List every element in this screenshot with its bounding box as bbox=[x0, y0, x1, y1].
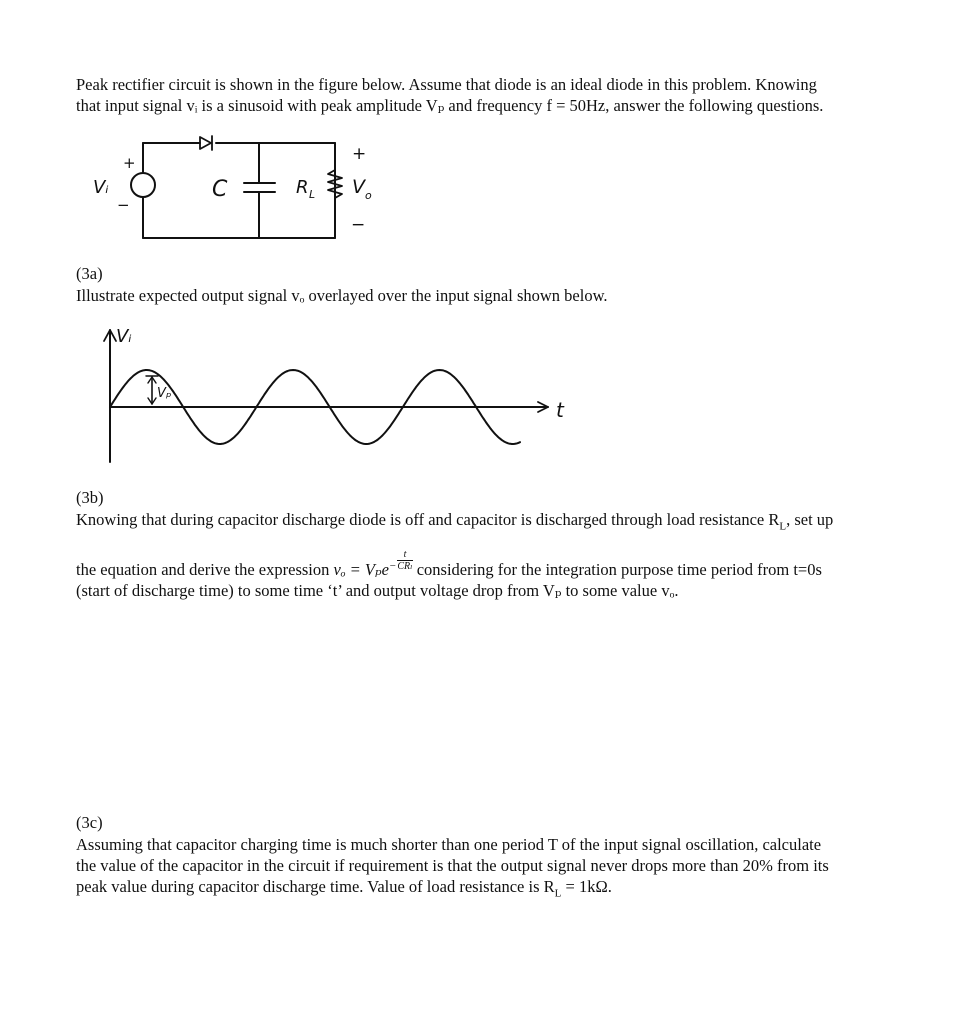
capacitor-label: C bbox=[212, 177, 228, 202]
source-label: Vᵢ bbox=[93, 177, 109, 198]
output-label-sub: o bbox=[365, 189, 372, 202]
equation: vₒ = Vₚe bbox=[333, 560, 389, 580]
part-b-label: (3b) bbox=[76, 488, 104, 507]
output-minus: − bbox=[351, 215, 366, 235]
part-c-line-2: the value of the capacitor in the circuit if requirement is that the output signal never drops more than 20% from its bbox=[76, 856, 829, 875]
part-c-line-1: Assuming that capacitor charging time is much shorter than one period T of the input signal oscillation, calculate bbox=[76, 835, 822, 854]
source-minus: − bbox=[117, 196, 130, 214]
part-b-line-2: the equation and derive the expression vₒ = Vₚe− $\frac{t}{\text{CRₗ}}$ considering for the integration purpose time period from t=0s bbox=[76, 549, 822, 580]
resistor-label: R bbox=[296, 177, 309, 198]
output-plus: + bbox=[352, 144, 367, 164]
part-b-line-3: (start of discharge time) to some time ‘t’ and output voltage drop from Vₚ to some value vₒ. bbox=[76, 581, 679, 601]
part-a-text: Illustrate expected output signal vₒ overlayed over the input signal shown below. bbox=[76, 286, 608, 305]
source-plus: + bbox=[123, 154, 136, 172]
equation-exponent: $\frac{t}{\text{CRₗ}}$ bbox=[397, 549, 413, 573]
part-c-line-3: peak value during capacitor discharge time. Value of load resistance is $R_L = 1k\Omega$. bbox=[76, 877, 612, 900]
output-label: V bbox=[352, 176, 365, 198]
y-axis-label: Vᵢ bbox=[116, 326, 132, 347]
part-c-text bbox=[76, 834, 956, 904]
x-axis-label: t bbox=[556, 398, 564, 422]
intro-line-2: that input signal vᵢ is a sinusoid with peak amplitude Vₚ and frequency f = 50Hz, answer the following questions. bbox=[76, 96, 824, 115]
part-a-label: (3a) bbox=[76, 264, 103, 283]
part-b-text bbox=[76, 509, 956, 601]
part-c-label: (3c) bbox=[76, 813, 103, 832]
resistor-label-sub: L bbox=[309, 188, 316, 201]
part-b-line-1: Knowing that during capacitor discharge diode is off and capacitor is discharged through load resistance $R_L$, set up bbox=[76, 510, 834, 533]
intro-line-1: Peak rectifier circuit is shown in the figure below. Assume that diode is an ideal diode in this problem. Knowing bbox=[76, 75, 817, 94]
amplitude-label: Vₚ bbox=[157, 386, 172, 401]
